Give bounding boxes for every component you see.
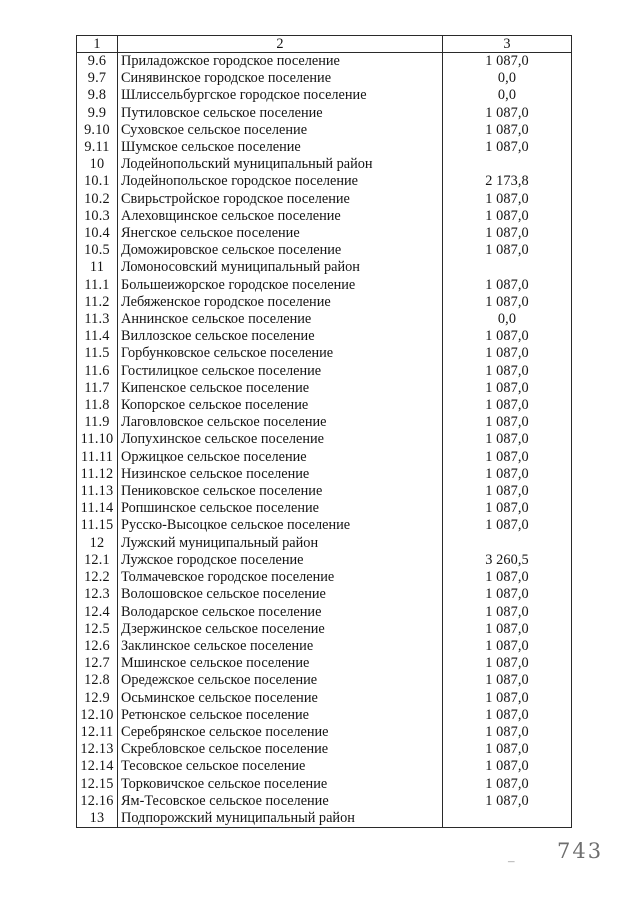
row-name: Копорское сельское поселение [118, 397, 443, 414]
row-number: 13 [77, 810, 118, 828]
row-number: 12.10 [77, 707, 118, 724]
row-value [443, 810, 572, 828]
row-name: Лодейнопольский муниципальный район [118, 156, 443, 173]
row-number: 12.8 [77, 672, 118, 689]
table-row [77, 397, 572, 414]
row-value: 1 087,0 [443, 397, 572, 414]
table-row [77, 431, 572, 448]
row-name: Дзержинское сельское поселение [118, 621, 443, 638]
row-number: 12 [77, 535, 118, 552]
row-number: 11.11 [77, 449, 118, 466]
row-value: 1 087,0 [443, 363, 572, 380]
row-value: 1 087,0 [443, 122, 572, 139]
row-name: Лужское городское поселение [118, 552, 443, 569]
table-row [77, 793, 572, 810]
row-name: Волошовское сельское поселение [118, 586, 443, 603]
row-value: 1 087,0 [443, 569, 572, 586]
table-row [77, 259, 572, 276]
row-number: 11.15 [77, 517, 118, 534]
row-name: Ропшинское сельское поселение [118, 500, 443, 517]
row-name: Заклинское сельское поселение [118, 638, 443, 655]
row-value: 1 087,0 [443, 793, 572, 810]
table-row [77, 294, 572, 311]
row-number: 12.6 [77, 638, 118, 655]
row-number: 12.1 [77, 552, 118, 569]
table-row [77, 242, 572, 259]
row-number: 12.13 [77, 741, 118, 758]
row-name: Шлиссельбургское городское поселение [118, 87, 443, 104]
row-value: 1 087,0 [443, 604, 572, 621]
row-value: 1 087,0 [443, 277, 572, 294]
row-number: 9.11 [77, 139, 118, 156]
footer-dash: – [508, 853, 515, 868]
row-name: Ломоносовский муниципальный район [118, 259, 443, 276]
row-number: 12.15 [77, 776, 118, 793]
table-row [77, 604, 572, 621]
row-number: 9.6 [77, 53, 118, 71]
header-col-1: 1 [77, 36, 118, 53]
row-number: 11.2 [77, 294, 118, 311]
row-name: Оржицкое сельское поселение [118, 449, 443, 466]
row-value [443, 259, 572, 276]
row-value: 1 087,0 [443, 724, 572, 741]
table-header [77, 36, 572, 53]
row-value: 1 087,0 [443, 345, 572, 362]
row-name: Большеижорское городское поселение [118, 277, 443, 294]
row-number: 9.9 [77, 105, 118, 122]
header-col-3: 3 [443, 36, 572, 53]
row-number: 10.5 [77, 242, 118, 259]
municipal-table [76, 35, 572, 828]
table-row [77, 638, 572, 655]
row-number: 10.4 [77, 225, 118, 242]
row-name: Подпорожский муниципальный район [118, 810, 443, 828]
table-row [77, 707, 572, 724]
row-value: 1 087,0 [443, 638, 572, 655]
table-row [77, 569, 572, 586]
row-name: Горбунковское сельское поселение [118, 345, 443, 362]
row-number: 10.1 [77, 173, 118, 190]
table-row [77, 87, 572, 104]
table-row [77, 586, 572, 603]
row-number: 11.3 [77, 311, 118, 328]
row-name: Лужский муниципальный район [118, 535, 443, 552]
row-name: Виллозское сельское поселение [118, 328, 443, 345]
row-value: 1 087,0 [443, 105, 572, 122]
row-number: 12.16 [77, 793, 118, 810]
row-name: Тесовское сельское поселение [118, 758, 443, 775]
row-name: Ям-Тесовское сельское поселение [118, 793, 443, 810]
row-number: 10 [77, 156, 118, 173]
row-name: Скребловское сельское поселение [118, 741, 443, 758]
row-name: Русско-Высоцкое сельское поселение [118, 517, 443, 534]
row-number: 10.3 [77, 208, 118, 225]
table-row [77, 70, 572, 87]
row-name: Лодейнопольское городское поселение [118, 173, 443, 190]
row-number: 9.8 [77, 87, 118, 104]
row-name: Янегское сельское поселение [118, 225, 443, 242]
row-name: Осьминское сельское поселение [118, 690, 443, 707]
table-row [77, 483, 572, 500]
row-value: 1 087,0 [443, 707, 572, 724]
row-name: Суховское сельское поселение [118, 122, 443, 139]
table-row [77, 655, 572, 672]
table-row [77, 552, 572, 569]
row-name: Толмачевское городское поселение [118, 569, 443, 586]
row-value [443, 535, 572, 552]
row-value: 0,0 [443, 87, 572, 104]
table-row [77, 621, 572, 638]
table-row [77, 414, 572, 431]
row-value: 1 087,0 [443, 672, 572, 689]
row-name: Пениковское сельское поселение [118, 483, 443, 500]
row-number: 11.5 [77, 345, 118, 362]
table-row [77, 517, 572, 534]
row-number: 12.3 [77, 586, 118, 603]
row-value: 1 087,0 [443, 225, 572, 242]
table-row [77, 810, 572, 828]
table-row [77, 535, 572, 552]
row-number: 11.1 [77, 277, 118, 294]
row-name: Торковичское сельское поселение [118, 776, 443, 793]
table-row [77, 776, 572, 793]
table-row [77, 449, 572, 466]
row-value: 3 260,5 [443, 552, 572, 569]
row-name: Мшинское сельское поселение [118, 655, 443, 672]
page-number: 743 [557, 839, 604, 863]
row-value: 1 087,0 [443, 53, 572, 71]
row-name: Аннинское сельское поселение [118, 311, 443, 328]
header-col-2: 2 [118, 36, 443, 53]
row-number: 10.2 [77, 191, 118, 208]
row-value: 1 087,0 [443, 294, 572, 311]
row-name: Свирьстройское городское поселение [118, 191, 443, 208]
row-name: Володарское сельское поселение [118, 604, 443, 621]
row-name: Лебяженское городское поселение [118, 294, 443, 311]
row-value: 1 087,0 [443, 414, 572, 431]
table-row [77, 500, 572, 517]
table-row [77, 758, 572, 775]
table-row [77, 139, 572, 156]
table-row [77, 363, 572, 380]
row-number: 12.7 [77, 655, 118, 672]
row-value: 1 087,0 [443, 449, 572, 466]
table-row [77, 328, 572, 345]
table-row [77, 466, 572, 483]
table-row [77, 311, 572, 328]
row-value: 1 087,0 [443, 139, 572, 156]
row-number: 11.7 [77, 380, 118, 397]
table-row [77, 191, 572, 208]
row-name: Ретюнское сельское поселение [118, 707, 443, 724]
row-name: Доможировское сельское поселение [118, 242, 443, 259]
table-row [77, 225, 572, 242]
row-value: 1 087,0 [443, 380, 572, 397]
row-name: Лопухинское сельское поселение [118, 431, 443, 448]
row-name: Шумское сельское поселение [118, 139, 443, 156]
row-value: 1 087,0 [443, 500, 572, 517]
row-name: Алеховщинское сельское поселение [118, 208, 443, 225]
row-value: 1 087,0 [443, 466, 572, 483]
table-row [77, 208, 572, 225]
row-value: 1 087,0 [443, 758, 572, 775]
header-row [77, 36, 572, 53]
row-value: 2 173,8 [443, 173, 572, 190]
row-name: Оредежское сельское поселение [118, 672, 443, 689]
row-value: 1 087,0 [443, 586, 572, 603]
row-name: Серебрянское сельское поселение [118, 724, 443, 741]
table-row [77, 173, 572, 190]
row-number: 12.4 [77, 604, 118, 621]
table-row [77, 53, 572, 71]
row-number: 12.11 [77, 724, 118, 741]
row-value: 1 087,0 [443, 690, 572, 707]
row-number: 11 [77, 259, 118, 276]
row-number: 11.9 [77, 414, 118, 431]
row-value [443, 156, 572, 173]
table-body [77, 53, 572, 828]
row-value: 1 087,0 [443, 431, 572, 448]
table-row [77, 105, 572, 122]
row-value: 0,0 [443, 70, 572, 87]
row-value: 1 087,0 [443, 242, 572, 259]
row-value: 1 087,0 [443, 517, 572, 534]
row-value: 1 087,0 [443, 621, 572, 638]
table-row [77, 122, 572, 139]
row-value: 0,0 [443, 311, 572, 328]
row-name: Кипенское сельское поселение [118, 380, 443, 397]
row-value: 1 087,0 [443, 655, 572, 672]
row-name: Гостилицкое сельское поселение [118, 363, 443, 380]
table-row [77, 277, 572, 294]
row-number: 12.14 [77, 758, 118, 775]
row-name: Приладожское городское поселение [118, 53, 443, 71]
row-number: 12.9 [77, 690, 118, 707]
row-value: 1 087,0 [443, 328, 572, 345]
row-number: 9.10 [77, 122, 118, 139]
table-row [77, 345, 572, 362]
row-name: Путиловское сельское поселение [118, 105, 443, 122]
table-row [77, 156, 572, 173]
row-value: 1 087,0 [443, 776, 572, 793]
table-row [77, 672, 572, 689]
row-name: Низинское сельское поселение [118, 466, 443, 483]
row-value: 1 087,0 [443, 483, 572, 500]
row-number: 12.5 [77, 621, 118, 638]
row-number: 11.10 [77, 431, 118, 448]
row-value: 1 087,0 [443, 208, 572, 225]
row-number: 11.8 [77, 397, 118, 414]
row-number: 12.2 [77, 569, 118, 586]
table-row [77, 380, 572, 397]
row-value: 1 087,0 [443, 741, 572, 758]
row-name: Синявинское городское поселение [118, 70, 443, 87]
row-number: 11.13 [77, 483, 118, 500]
row-number: 9.7 [77, 70, 118, 87]
row-number: 11.14 [77, 500, 118, 517]
table-row [77, 690, 572, 707]
row-number: 11.6 [77, 363, 118, 380]
row-number: 11.4 [77, 328, 118, 345]
row-value: 1 087,0 [443, 191, 572, 208]
row-number: 11.12 [77, 466, 118, 483]
table-row [77, 724, 572, 741]
row-name: Лаговловское сельское поселение [118, 414, 443, 431]
table-row [77, 741, 572, 758]
